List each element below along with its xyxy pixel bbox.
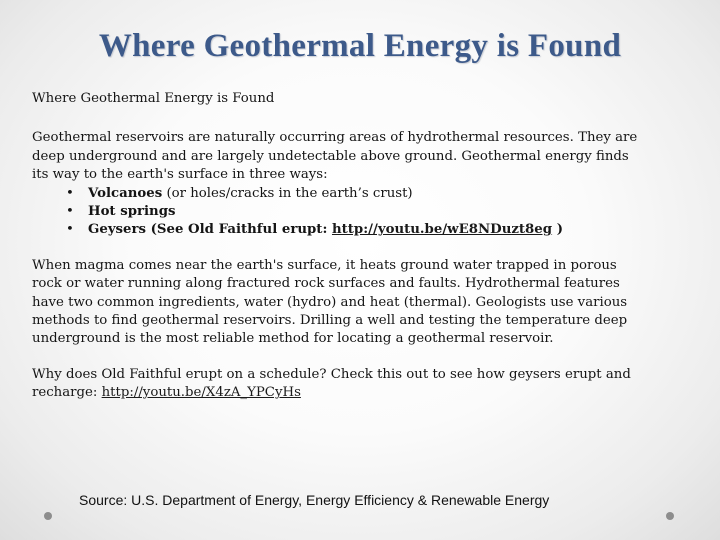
bullet-text-volcanoes: (or holes/cracks in the earth’s crust) bbox=[162, 185, 413, 201]
left-corner-dot bbox=[44, 512, 52, 520]
old-faithful-question: Why does Old Faithful erupt on a schedule? Check this out to see how geysers erupt and recharge: bbox=[32, 366, 631, 401]
bullet-bold-volcanoes: Volcanoes bbox=[88, 185, 163, 201]
list-item-geysers bbox=[66, 221, 642, 239]
old-faithful-video-link[interactable]: http://youtu.be/wE8NDuzt8eg bbox=[331, 222, 553, 238]
slide-body bbox=[32, 90, 642, 403]
old-faithful-paragraph bbox=[32, 366, 642, 403]
right-corner-dot bbox=[666, 512, 674, 520]
list-item-volcanoes bbox=[66, 185, 642, 203]
ways-list bbox=[32, 185, 642, 240]
geyser-video-link[interactable]: http://youtu.be/X4zA_YPCyHs bbox=[101, 385, 301, 401]
body-heading: Where Geothermal Energy is Found bbox=[32, 91, 275, 106]
intro-paragraph: Geothermal reservoirs are naturally occurring areas of hydrothermal resources. They are deep underground and are largely undetectable above ground. Geothermal energy finds its way to the earth's surface in three ways: bbox=[32, 130, 638, 183]
slide-title: Where Geothermal Energy is Found bbox=[98, 28, 622, 64]
magma-paragraph: When magma comes near the earth's surface, it heats ground water trapped in porous rock or water running along fractured rock surfaces and faults. Hydrothermal features have two common ingredients, water (hydro) and heat (thermal). Geologists use various methods to find geothermal reservoirs. Drilling a well and testing the temperature deep underground is the most reliable method for locating a geothermal reservoir. bbox=[32, 257, 628, 347]
bullet-bold-hot-springs: Hot springs bbox=[88, 204, 176, 220]
list-item-hot-springs bbox=[66, 203, 642, 221]
bullet-after-geysers: ) bbox=[552, 222, 563, 238]
bullet-bold-geysers: Geysers (See Old Faithful erupt: bbox=[88, 222, 332, 238]
source-citation: Source: U.S. Department of Energy, Energy Efficiency & Renewable Energy bbox=[79, 492, 550, 508]
